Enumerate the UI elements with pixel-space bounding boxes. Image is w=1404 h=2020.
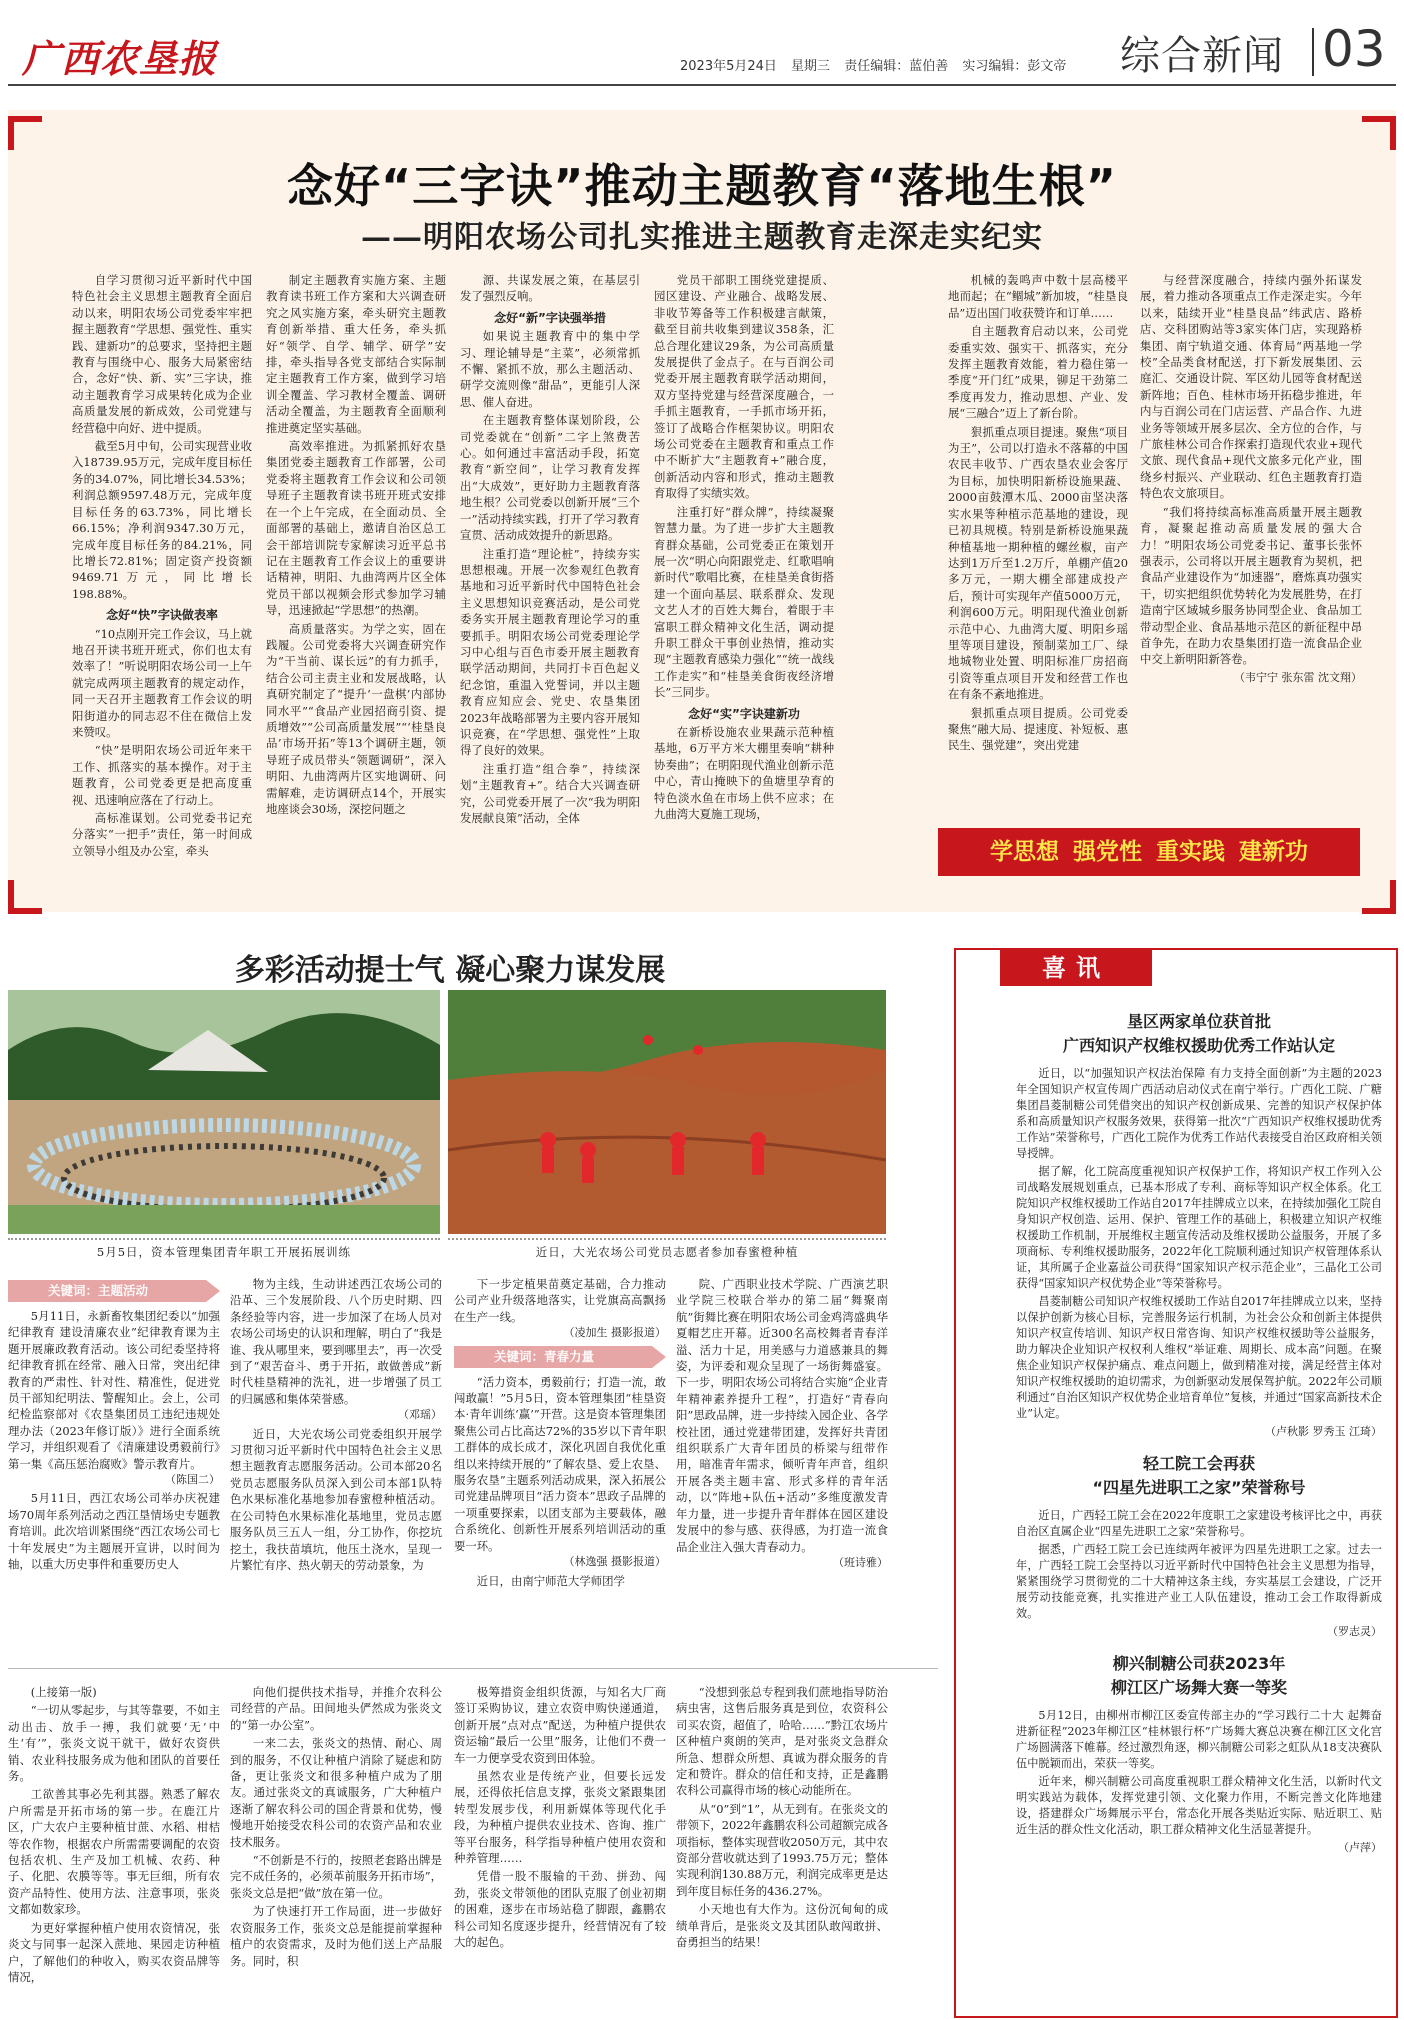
paragraph: 注重打好“群众牌”，持续凝聚智慧力量。为了进一步扩大主题教育群众基础，公司党委正在策划开展一次“明心向阳跟党走、红歌唱响新时代”歌唱比赛，在桂垦美食街搭建一个面向基层、联系群众、发现文艺人才的百姓大舞台，着眼于丰富职工群众精神文化生活，调动提升职工群众干事创业热情，推动实现“主题教育感染力强化”“统一战线工作走实”和“桂垦美食街夜经济增长”三同步。 [654,504,834,700]
feature-headline: 念好“三字诀”推动主题教育“落地生根” [287,159,1117,213]
paragraph: 据悉，广西轻工院工会已连续两年被评为四星先进职工之家。过去一年，广西轻工院工会坚持以习近平新时代中国特色社会主义思想为指导，紧紧围绕学习贯彻党的二十大精神这条主线，夯实基层工会建设，广泛开展劳动技能竞赛，扎实推进产业工人队伍建设，推动工会工作取得新成效。 [1016,1543,1382,1620]
paragraph: 下一步定植果苗奠定基础，合力推动公司产业升级落地落实，让党旗高高飘扬在生产一线。 （凌加生 摄影报道） [454,1276,666,1342]
paragraph: 截至5月中旬，公司实现营业收入18739.95万元，完成年度目标任务的34.07%，同比增长34.53%；利润总额9597.48万元，完成年度目标任务的63.73%，同比增长66.15%；净利润9347.30万元，完成年度目标任务的84.21%，同比增长72.81%；固定资产投资额9469.71万元，同比增长198.88%。 [72,439,252,601]
paragraph: 一来二去，张炎文的热情、耐心、周到的服务，不仅让种植户消除了疑虑和防备，更让张炎文和很多种植户成为了朋友。通过张炎文的真诚服务，广大种植户逐渐了解农科公司的国企背景和优势，慢慢地开始接受农科公司的农资产品和农业技术服务。 [230,1736,442,1849]
header-separator [1312,28,1314,76]
paragraph: 物为主线，生动讲述西江农场公司的沿革、三个发展阶段、八个历史时期、四条经验等内容，进一步加深了在场人员对农场公司场史的认识和理解，明白了“我是谁、我从哪里来，要到哪里去”，再一次受到了“艰苦奋斗、勇于开拓，敢做善成”新时代桂垦精神的洗礼，进一步增强了员工的归属感和集体荣誉感。 （邓瑶） [230,1276,442,1424]
issue-date: 2023年5月24日 [680,59,777,74]
feature-column [266,272,446,872]
paragraph: 为了快速打开工作局面，进一步做好农资服务工作，张炎文总是能提前掌握种植户的农资需求，及时为他们送上产品服务。同时，积 [230,1904,442,1968]
byline: （林逸强 摄影报道） [563,1555,666,1569]
paragraph: 高效率推进。为抓紧抓好农垦集团党委主题教育工作部署，公司党委将主题教育工作会议和公司领导班子主题教育读书班开班式安排在一个上午完成，在全面动员、全面部署的基础上，邀请自治区总工会干部培训院专家解读习近平总书记在主题教育工作会议上的重要讲话精神，明阳、九曲湾两片区全体党员干部以视频会形式参加学习辅导，迅速掀起“学思想”的热潮。 [266,439,446,618]
byline: （班诗雅） [833,1555,888,1569]
youth-training-photo [8,990,440,1234]
keyword-label: 关键词：青春力量 [454,1346,652,1368]
corner-bracket [1362,116,1396,150]
photo-caption: 近日，大光农场公司党员志愿者参加春蜜橙种植 [535,1245,799,1259]
byline: （卢秋影 罗秀玉 江琦） [1265,1425,1382,1438]
continued-column [454,1684,666,2018]
feature-subheadline: ——明阳农场公司扎实推进主题教育走深走实纪实 [361,220,1043,255]
paragraph: “快”是明阳农场公司近年来干工作、抓落实的基本操作。对于主题教育，公司党委更是把高度重视、迅速响应落在了行动上。 [72,743,252,807]
paragraph: 工欲善其事必先利其器。熟悉了解农户所需是开拓市场的第一步。在鹿江片区，广大农户主要种植甘蔗、水稻、柑桔等农作物，根据农户所需需要调配的农资包括农机、生产及加工机械、农药、种子、化肥、农膜等等。事无巨细，所有农资产品特性、使用方法、注意事项，张炎文都如数家珍。 [8,1787,220,1917]
paragraph: 在主题教育整体谋划阶段，公司党委就在“创新”二字上煞费苦心。如何通过丰富活动手段，拓宽教育“新空间”，让学习教育发挥出“大成效”，更好助力主题教育落地生根？公司党委以创新开展“三个一”活动持续实践，打开了学习教育宣贯、活动成效提升的新思路。 [460,413,640,543]
header-rule [8,84,1396,86]
paragraph: 近年来，柳兴制糖公司高度重视职工群众精神文化生活，以新时代文明实践站为载体，发挥党建引领、文化聚力作用，不断完善文化阵地建设，搭建群众广场舞展示平台，常态化开展各类贴近实际、贴近职工、贴近生活的群众性文化活动，职工群众精神文化生活显著提升。 [1016,1775,1382,1836]
paragraph: “没想到张总专程到我们蔗地指导防治病虫害，这售后服务真是到位，农资科公司买农资，超值了，哈哈……”黔江农场片区种植户爽朗的笑声，是对张炎文急群众所急、想群众所想、真诚为群众服务的肯定和赞许。群众的信任和支持，正是鑫鹏农科公司赢得市场的核心动能所在。 [676,1685,888,1798]
paragraph: 凭借一股不服输的干劲、拼劲、闯劲，张炎文带领他的团队克服了创业初期的困难，逐步在市场站稳了脚跟，鑫鹏农科公司知名度逐步提升，经营情况有了较大的起色。 [454,1869,666,1950]
paragraph: 机械的轰鸣声中数十层高楼平地而起；在“鲴城”新加坡，“桂垦良品”迈出国门收获赞许和订单…… [948,273,1128,320]
paragraph: 高质量落实。为学之实，固在践履。公司党委将大兴调查研究作为“干当前、谋长远”的有力抓手，结合公司主责主业和发展战略，认真研究制定了“提升‘一盘棋’内部协同水平”“食品产业园招商引资、提质增效”“公司高质量发展”“‘桂垦良品’市场开拓”等13个调研主题，领导班子成员带头“领题调研”，深入明阳、九曲湾两片区实地调研、问需解难，走访调研点14个，开展实地座谈会30场，深挖问题之 [266,621,446,816]
paragraph: 狠抓重点项目提速。聚焦“项目为王”，公司以打造永不落幕的中国农民丰收节、广西农垦农业会客厅为目标，加快明阳新桥设施果蔬、2000亩鼓潭木瓜、2000亩坚决落实水果等种植示范基地的建设，现已初具规模。特别是新桥设施果蔬种植基地一期种植的螺丝椒，亩产达到1万斤至1.2万斤，单棚产值20多万元，一期大棚全部建成投产后，预计可实现年产值5000万元，利润600万元。明阳现代渔业创新示范中心、九曲湾大厦、明阳乡瑶里等项目建设，预制菜加工厂、绿地城物业处置、明阳标准厂房招商引资等重点项目开发和经营工作也在有条不紊地推进。 [948,424,1128,702]
paragraph: “10点刚开完工作会议，马上就地召开读书班开班式，你们也太有效率了！”听说明阳农场公司一上午就完成两项主题教育的规定动作，同一天召开主题教育工作会议的明阳街道办的同志忍不住在微信上发来赞叹。 [72,626,252,739]
issue-meta [680,55,1076,74]
byline: （邓瑶） [398,1408,442,1422]
paragraph: (上接第一版) [30,1685,97,1699]
feature-column [1140,272,1362,817]
paragraph: 5月11日，永新畜牧集团纪委以“加强纪律教育 建设清廉农业”纪律教育课为主题开展廉政教育活动。该公司纪委坚持将纪律教育抓在经常、融入日常，突出纪律教育的严肃性、针对性、精准性，促进党员干部知纪明法、警醒知止。会上，公司纪检监察部对《农垦集团员工违纪违规处理办法（2023年修订版）》进行全面系统学习，并组织观看了《清廉建设勇毅前行》第一集《高压惩治腐败》警示教育片。 （陈国二） [8,1308,220,1488]
paragraph: 制定主题教育实施方案、主题教育读书班工作方案和大兴调查研究之风实施方案，牵头研究主题教育创新举措、重大任务，牵头抓好“领学、自学、辅学、研学”安排，牵头指导各党支部结合实际制定主题教育工作方案，做到学习培训全覆盖、学习教材全覆盖、调研活动全覆盖，为主题教育全面顺利推进奠定坚实基础。 [266,273,446,435]
byline: （凌加生 摄影报道） [563,1326,666,1340]
paragraph: 与经营深度融合，持续内强外拓谋发展，着力推动各项重点工作走深走实。今年以来，陆续开业“桂垦良品”纬武店、路桥店、交科团购站等3家实体门店，实现路桥集团、南宁轨道交通、体育局“两基地一学校”全品类食材配送，打下新发展集团、云庭汇、交通设计院、军区幼儿园等食材配送新阵地；百色、桂林市场开拓稳步推进，年内与百润公司在门店运营、产品合作、九进业务等领域开展多层次、全方位的合作，与广旅桂林公司合作探索打造现代农业+现代文旅、现代食品+现代文旅多元化产业，围绕乡村振兴、产业联动、红色主题教育打造特色农文旅项目。 [1140,273,1362,501]
paragraph: 自主题教育启动以来，公司党委重实效、强实干、抓落实，充分发挥主题教育效能，着力稳住第一季度“开门红”成果，铆足干劲第二季度再发力，推动思想、产业、发展“三融合”迈上了新台阶。 [948,324,1128,421]
paragraph: 院、广西职业技术学院、广西演艺职业学院三校联合举办的第二届“舞聚南航”街舞比赛在明阳农场公司金鸡湾盛典华夏帽艺庄开幕。近300名高校舞者青春洋溢、活力十足，用美感与力道感兼具的舞姿，为评委和观众呈现了一场街舞盛宴。下一步，明阳农场公司将结合实施“企业青年精神素养提升工程”，打造好“青春向阳”思政品牌，进一步持续入园企业、各学校社团，通过党建带团建，发挥好共青团组织联系广大青年团员的桥梁与纽带作用，暗准青年需求，倾听青年声音，组织开展各类主题丰富、形式多样的青年活动，以“阵地+队伍+活动”多维度激发青年力量，进一步提升青年群体在园区建设发展中的参与感、获得感，为打造一流食品企业注入强大青春动力。 （班诗雅） [676,1276,888,1571]
paragraph: 近日，大光农场公司党委组织开展学习贯彻习近平新时代中国特色社会主义思想主题教育志愿服务活动。公司本部20名党员志愿服务队员深入到公司本部1队特色水果标准化基地参加春蜜橙种植活动。在公司特色水果标准化基地里，党员志愿服务队员三五人一组，分工协作，你挖坑挖土，我扶苗填坑，他压土浇水，呈现一片繁忙有序、热火朝天的劳动景象，为 [230,1426,442,1572]
good-news-title: 柳兴制糖公司获2023年 柳江区广场舞大赛一等奖 [1110,1654,1287,1697]
paragraph: 虽然农业是传统产业，但要长远发展，还得依托信息支撑，张炎文紧跟集团转型发展步伐，利用新媒体等现代化手段，为种植户提供农业技术、咨询、推广等平台服务，科学指导种植户使用农资和种养管理…… [454,1769,666,1866]
paragraph: 极筹措资金组织货源，与知名大厂商签订采购协议，建立农资申购快递通道，创新开展“点对点”配送，为种植户提供农资运输“最后一公里”服务，让他们不费一车一力便享受农资到田体验。 [454,1685,666,1765]
feature-column [72,272,252,872]
good-news-body [1016,1066,1382,1442]
paragraph [1140,670,1362,686]
caption-divider [448,1238,886,1240]
paragraph: 从“0”到“1”，从无到有。在张炎文的带领下，2022年鑫鹏农科公司超额完成各项指标，整体实现营收2050万元，其中农资部分营收就达到了1993.75万元；整体实现利润130.88万元，利润完成率更是达到年度目标任务的436.27%。 [676,1801,888,1898]
byline: （韦宁宁 张东雷 沈文翔） [1234,670,1362,684]
good-news-title: 轻工院工会再获 “四星先进职工之家”荣誉称号 [1092,1454,1306,1497]
continued-column [676,1684,888,2018]
paragraph: 注重打造“组合拳”，持续深划“主题教育+”。结合大兴调查研究，公司党委开展了一次“我为明阳发展献良策”活动，全体 [460,761,640,825]
paragraph: 近日，以“加强知识产权法治保障 有力支持全面创新”为主题的2023年全国知识产权宣传周广西活动启动仪式在南宁举行。广西化工院、广糖集团昌菱制糖公司凭借突出的知识产权创新成果、完善的知识产权保护体系和高质量知识产权服务效果，获得第一批次“广西知识产权维权援助优秀工作站”荣誉称号，广西化工院作为优秀工作站代表接受自治区政府相关领导授牌。 [1016,1067,1382,1160]
tree-planting-photo [448,990,886,1234]
paragraph: 党员干部职工围绕党建提质、园区建设、产业融合、战略发展、非收节筹备等工作积极建言献策，截至目前共收集到建议358条，汇总合理化建议29条，为公司高质量发展提供了金点子。在与百润公司党委开展主题教育联学活动期间，双方坚持党建与经营深度融合，一手抓主题教育，一手抓市场开拓，签订了战略合作框架协议。明阳农场公司党委在主题教育和重点工作中不断扩大“主题教育+”融合度，创新活动内容和形式，推动主题教育取得了实绩实效。 [654,273,834,501]
activities-headline: 多彩活动提士气 凝心聚力谋发展 [234,953,666,988]
paragraph: 为更好掌握种植户使用农资情况，张炎文与同事一起深入蔗地、果园走访种植户，了解他们的种收入，购买农资品牌等情况， [8,1920,220,1984]
paragraph: “活力资本，勇毅前行；打造一流，敢闯敢赢！”5月5日，资本管理集团“桂垦资本·青年训练‘赢’”开营。这是资本管理集团聚焦公司占比高达72%的35岁以下青年职工群体的成长成才，深化巩固自我优化重组以来持续开展的“了解农垦、爱上农垦、服务农垦”主题系列活动成果，深入拓展公司党建品牌项目“活力资本”思政子品牌的一项重要探索，以团支部为主要载体，融合系统化、创新性开展系列培训活动的重要一环。 （林逸强 摄影报道） [454,1374,666,1571]
byline: （卢萍） [1338,1841,1382,1854]
paragraph: 源、共谋发展之策，在基层引发了强烈反响。 [460,273,640,304]
good-news-body [1016,1508,1382,1642]
corner-bracket [8,116,42,150]
feature-column [460,272,640,872]
paragraph: 昌菱制糖公司知识产权维权援助工作站自2017年挂牌成立以来，坚持以保护创新为核心目标，完善服务运行机制，为社会公众和创新主体提供知识产权宣传培训、知识产权日常咨询、知识产权维权援助等公益服务，助力解决企业知识产权权利人维权“举证难、周期长、成本高”问题。在聚焦企业知识产权保护痛点、难点问题上，做到精准对接，满足经营主体对知识产权维权援助的迫切需求，为创新驱动发展保驾护航。2022年公司顺利通过“自治区知识产权优势企业培育单位”复核，并通过“国家高新技术企业”认定。 [1016,1295,1382,1420]
activities-column [676,1276,888,1656]
paragraph: “我们将持续高标准高质量开展主题教育，凝聚起推动高质量发展的强大合力！”明阳农场公司党委书记、董事长张怀强表示，公司将以开展主题教育为契机，把食品产业建设作为“加速器”，磨炼真功强实干，切实把组织优势转化为发展胜势，在打造南宁区域城乡服务协同型企业、食品加工带动型企业、食品基地示范区的新征程中昂首争先，在助力农垦集团打造一流食品企业中交上新明阳新答卷。 [1140,504,1362,667]
paragraph: 向他们提供技术指导，并推介农科公司经营的产品。田间地头俨然成为张炎文的“第一办公室”。 [230,1685,442,1732]
paragraph: 自学习贯彻习近平新时代中国特色社会主义思想主题教育全面启动以来，明阳农场公司党委牢牢把握主题教育“学思想、强党性、重实践、建新功”的总要求，坚持把主题教育与围绕中心、服务大局紧密结合，念好“快、新、实”三字诀，推动主题教育学习成果转化成为企业高质量发展的新成效，公司党建与经营稳中向好、进中提质。 [72,273,252,435]
good-news-tab: 喜讯 [1000,950,1152,986]
activities-column [230,1276,442,1656]
paragraph: 在新桥设施农业果蔬示范种植基地，6万平方米大棚里奏响“耕种协奏曲”；在明阳现代渔业创新示范中心，青山掩映下的鱼塘里孕育的特色淡水鱼在市场上供不应求；在九曲湾大夏施工现场， [654,724,834,821]
section-subheading: 念好“快”字诀做表率 [106,608,218,623]
slogan-banner: 学思想 强党性 重实践 建新功 [938,828,1360,876]
intern-editor: 实习编辑：彭文帝 [962,59,1067,74]
paragraph: 据了解，化工院高度重视知识产权保护工作，将知识产权工作列入公司战略发展规划重点，已基本形成了专利、商标等知识产权全体系。化工院知识产权维权援助工作站自2017年挂牌成立以来，在持续加强化工院自身知识产权创造、运用、保护、管理工作的基础上，积极建立知识产权维权援助工作机制，开展维权主题宣传活动及维权援助公益服务，开展了多项商标、专利维权援助服务，2022年化工院顺利通过知识产权管理体系认证，其所属子企业嘉益公司获得“国家知识产权示范企业”，三晶化工公司获得“国家知识产权优势企业”等荣誉称号。 [1016,1165,1382,1290]
responsible-editor: 责任编辑：蓝伯善 [844,59,949,74]
section-subheading: 念好“实”字诀建新功 [688,706,800,721]
byline: （陈国二） [165,1473,220,1487]
keyword-label: 关键词：主题活动 [8,1280,206,1302]
paragraph: 狠抓重点项目提质。公司党委聚焦“融大局、提速度、补短板、惠民生、强党建”，突出党建 [948,705,1128,753]
paragraph: 近日，由南宁师范大学师团学 [476,1573,625,1588]
paragraph: 如果说主题教育中的集中学习、理论辅导是“主菜”，必须常抓不懈、紧抓不放，那么主题活动、研学交流则像“甜品”，更能引人深思、催人奋进。 [460,329,640,409]
byline: （罗志灵） [1327,1625,1382,1638]
paragraph: 高标准谋划。公司党委书记充分落实“一把手”责任，第一时间成立领导小组及办公室，牵头 [72,811,252,858]
photo-caption: 5月5日，资本管理集团青年职工开展拓展训练 [96,1245,352,1259]
paragraph: “一切从零起步，与其等靠要，不如主动出击、放手一搏，我们就要‘无’中生‘有’”，张炎文说干就干，做好农资供销、农业科技服务成为他和团队的首要任务。 [8,1703,220,1784]
continued-column [8,1684,220,2018]
section-title: 综合新闻 [1120,33,1284,79]
corner-bracket [8,880,42,914]
paragraph: 注重打造“理论桩”，持续夯实思想根魂。开展一次参观红色教育基地和习近平新时代中国特色社会主义思想知识竞赛活动，是公司党委务实开展主题教育理论学习的重要抓手。明阳农场公司党委理论学习中心组与百色市委开展主题教育联学活动期间，共同打卡百色起义纪念馆，重温入党誓词，并以主题教育应知应会、党史、农垦集团2023年战略部署为主要内容开展知识竞赛，在“学思想、强党性”上取得了良好的效果。 [460,546,640,758]
paragraph: “不创新是不行的，按照老套路出牌是完不成任务的，必须革前服务开拓市场”，张炎文总是把“做”放在第一位。 [230,1853,442,1900]
paragraph: 小天地也有大作为。这份沉甸甸的成绩单背后，是张炎文及其团队敢闯敢拼、奋勇担当的结果！ [676,1902,888,1950]
good-news-body [1016,1708,1382,1858]
feature-column [654,272,834,872]
corner-bracket [1362,880,1396,914]
feature-column [948,272,1128,872]
caption-divider [8,1238,440,1240]
activities-column [8,1276,220,1656]
issue-weekday: 星期三 [791,59,831,74]
paragraph: 5月12日，由柳州市柳江区委宣传部主办的“学习践行二十大 起舞奋进新征程”2023年柳江区“桂林银行杯”广场舞大赛总决赛在柳江区文化宫广场圆满落下帷幕。经过激烈角逐，柳兴制糖公司彩之虹队从18支决赛队伍中脱颖而出，荣获一等奖。 [1016,1709,1382,1770]
continued-column [230,1684,442,2018]
good-news-title: 垦区两家单位获首批 广西知识产权维权援助优秀工作站认定 [1062,1012,1335,1055]
newspaper-logo: 广西农垦报 [22,36,218,81]
page-number: 03 [1322,20,1386,78]
paragraph: 5月11日，西江农场公司举办庆祝建场70周年系列活动之西江垦情场史专题教育培训。此次培训紧围绕“西江农场公司七十年发展史”为主题展开宣讲，以时间为轴，以重大历史事件和重要历史人 [8,1491,220,1572]
activities-column [454,1276,666,1656]
section-divider [8,1668,938,1669]
paragraph: 近日，广西轻工院工会在2022年度职工之家建设考核评比之中，再获自治区直属企业“四星先进职工之家”荣誉称号。 [1016,1509,1382,1538]
good-news-content [1016,1008,1382,2013]
section-subheading: 念好“新”字诀强举措 [494,310,606,325]
